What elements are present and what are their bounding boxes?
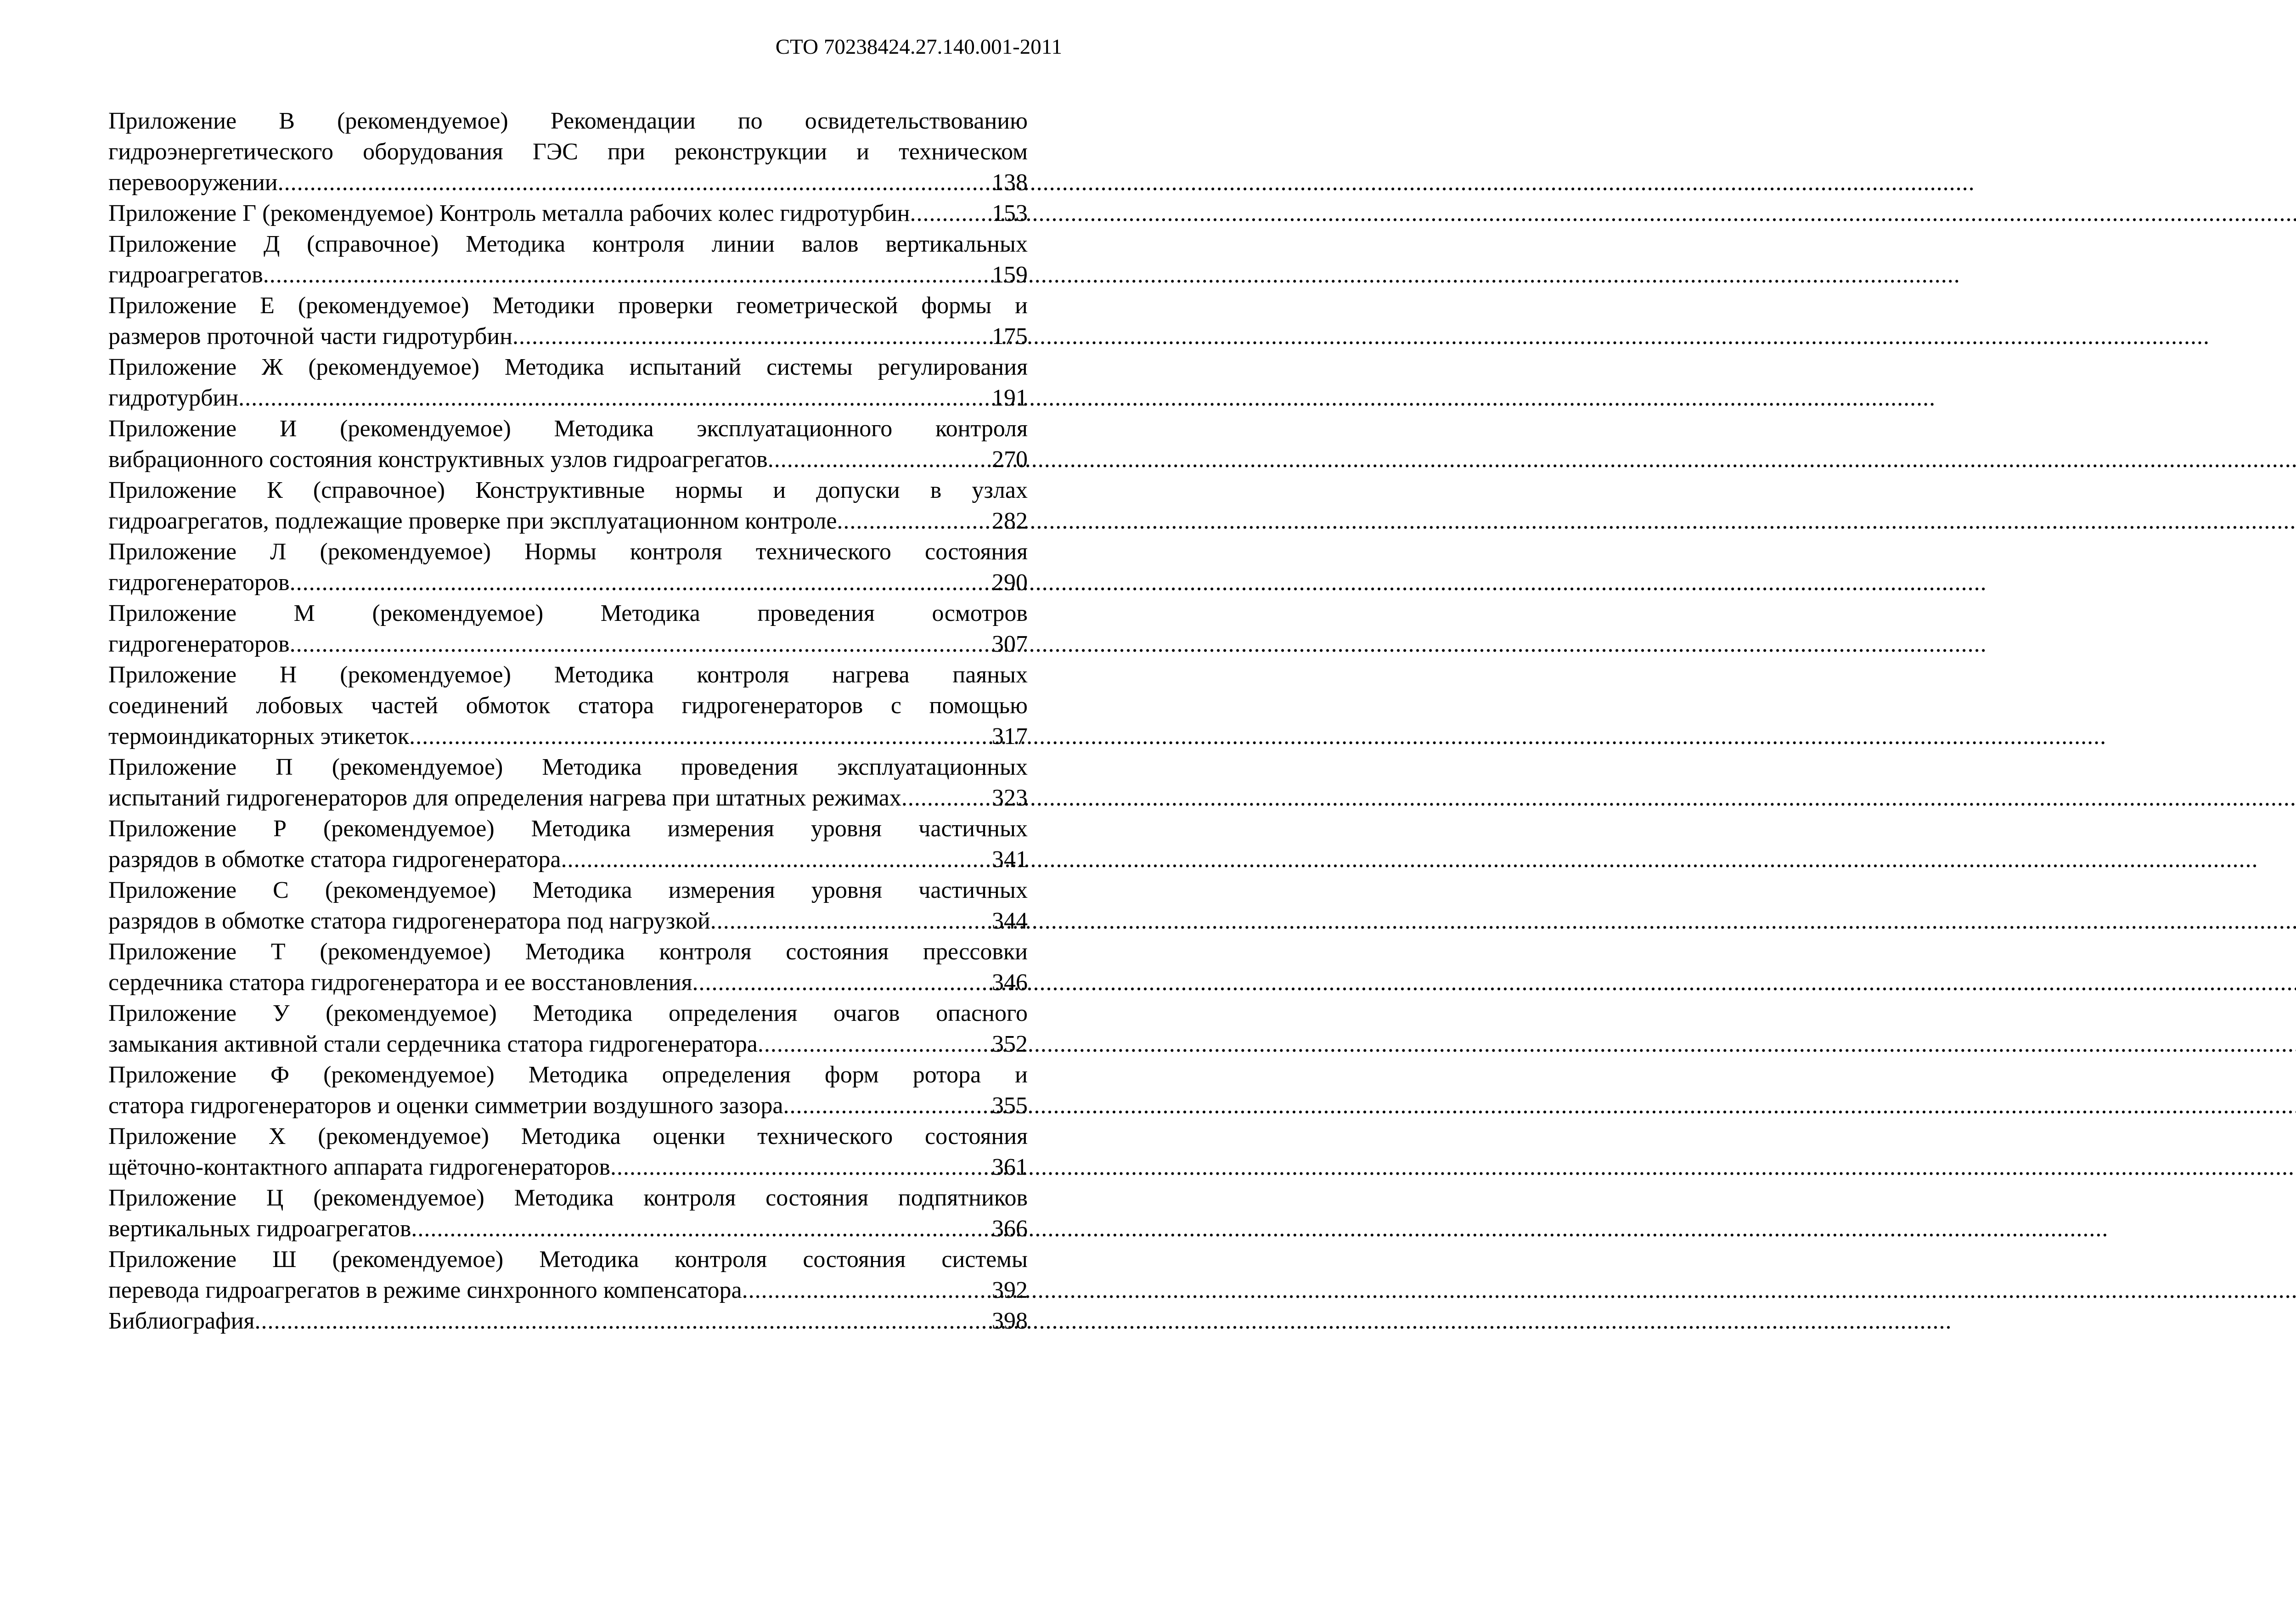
toc-entry-last-line bbox=[108, 167, 1028, 198]
toc-entry-last-line bbox=[108, 321, 1028, 352]
toc-entry[interactable] bbox=[108, 1244, 1028, 1306]
dot-leader bbox=[561, 844, 988, 875]
toc-entry-title-end: испытаний гидрогенераторов для определения нагрева при штатных режимах bbox=[108, 785, 901, 811]
toc-entry-title-end: перевода гидроагрегатов в режиме синхронного компенсатора bbox=[108, 1277, 742, 1303]
document-page bbox=[0, 0, 1139, 1611]
toc-entry-last-line bbox=[108, 629, 1028, 659]
toc-entry-title-line: Приложение У (рекомендуемое) Методика определения очагов опасного bbox=[108, 1000, 1028, 1026]
toc-page-number: 282 bbox=[992, 508, 1028, 534]
toc-entry[interactable] bbox=[108, 1121, 1028, 1183]
toc-page-number: 366 bbox=[992, 1216, 1028, 1242]
toc-entry[interactable] bbox=[108, 290, 1028, 352]
toc-entry-title-line: Приложение Н (рекомендуемое) Методика контроля нагрева паяных bbox=[108, 662, 1028, 688]
dot-leader bbox=[901, 783, 988, 813]
dot-leader bbox=[910, 198, 988, 229]
toc-entry-last-line bbox=[108, 383, 1028, 413]
toc-entry-title-end: разрядов в обмотке статора гидрогенератора под нагрузкой bbox=[108, 908, 710, 934]
dot-leader bbox=[263, 259, 988, 290]
toc-entry-title-line: соединений лобовых частей обмоток статора гидрогенераторов с помощью bbox=[108, 693, 1028, 719]
dot-leader bbox=[238, 383, 988, 413]
toc-page-number: 191 bbox=[992, 385, 1028, 411]
toc-entry[interactable] bbox=[108, 475, 1028, 536]
toc-entry-last-line bbox=[108, 444, 1028, 475]
toc-entry[interactable] bbox=[108, 536, 1028, 598]
toc-entry-last-line bbox=[108, 906, 1028, 936]
dot-leader bbox=[758, 1029, 988, 1059]
dot-leader bbox=[411, 1213, 988, 1244]
dot-leader bbox=[610, 1152, 988, 1183]
toc-entry-title-end: Приложение Г (рекомендуемое) Контроль металла рабочих колес гидротурбин bbox=[108, 200, 910, 226]
toc-page-number: 159 bbox=[992, 262, 1028, 288]
toc-entry-title-line: Приложение Р (рекомендуемое) Методика измерения уровня частичных bbox=[108, 816, 1028, 842]
toc-entry-last-line bbox=[108, 967, 1028, 998]
toc-entry-title-end: вертикальных гидроагрегатов bbox=[108, 1216, 411, 1242]
toc-page-number: 355 bbox=[992, 1093, 1028, 1119]
toc-entry[interactable] bbox=[108, 1183, 1028, 1244]
toc-page-number: 270 bbox=[992, 446, 1028, 473]
toc-entry-title-line: Приложение Ш (рекомендуемое) Методика контроля состояния системы bbox=[108, 1246, 1028, 1273]
table-of-contents bbox=[108, 106, 1028, 1336]
toc-entry-title-end: сердечника статора гидрогенератора и ее восстановления bbox=[108, 969, 692, 996]
toc-page-number: 344 bbox=[992, 908, 1028, 934]
toc-entry[interactable] bbox=[108, 413, 1028, 475]
dot-leader bbox=[710, 906, 988, 936]
toc-entry-title-end: перевооружении bbox=[108, 169, 278, 196]
toc-entry-last-line bbox=[108, 1275, 1028, 1306]
toc-page-number: 352 bbox=[992, 1031, 1028, 1057]
toc-entry-title-line: Приложение Ф (рекомендуемое) Методика определения форм ротора и bbox=[108, 1062, 1028, 1088]
toc-entry[interactable] bbox=[108, 598, 1028, 659]
toc-entry-title-line: Приложение М (рекомендуемое) Методика проведения осмотров bbox=[108, 600, 1028, 626]
toc-entry-last-line bbox=[108, 1306, 1028, 1336]
toc-page-number: 138 bbox=[992, 169, 1028, 196]
toc-entry-title-line: Приложение Т (рекомендуемое) Методика контроля состояния прессовки bbox=[108, 939, 1028, 965]
toc-entry[interactable] bbox=[108, 813, 1028, 875]
toc-entry-last-line bbox=[108, 844, 1028, 875]
toc-page-number: 153 bbox=[992, 200, 1028, 226]
toc-entry-title-line: Приложение Х (рекомендуемое) Методика оценки технического состояния bbox=[108, 1123, 1028, 1149]
toc-entry[interactable] bbox=[108, 875, 1028, 936]
toc-entry-title-line: Приложение Ц (рекомендуемое) Методика контроля состояния подпятников bbox=[108, 1185, 1028, 1211]
toc-page-number: 323 bbox=[992, 785, 1028, 811]
toc-page-number: 341 bbox=[992, 846, 1028, 873]
toc-entry-title-end: размеров проточной части гидротурбин bbox=[108, 323, 513, 349]
toc-entry-last-line bbox=[108, 1213, 1028, 1244]
toc-entry-title-end: гидроагрегатов, подлежащие проверке при эксплуатационном контроле bbox=[108, 508, 837, 534]
toc-entry-last-line bbox=[108, 783, 1028, 813]
toc-entry-title-end: статора гидрогенераторов и оценки симметрии воздушного зазора bbox=[108, 1093, 783, 1119]
dot-leader bbox=[278, 167, 988, 198]
toc-entry-title-line: Приложение Л (рекомендуемое) Нормы контроля технического состояния bbox=[108, 539, 1028, 565]
toc-entry-title-line: гидроэнергетического оборудования ГЭС при реконструкции и техническом bbox=[108, 139, 1028, 165]
toc-entry-title-end: гидроагрегатов bbox=[108, 262, 263, 288]
toc-entry-last-line bbox=[108, 1029, 1028, 1059]
toc-entry[interactable] bbox=[108, 1306, 1028, 1336]
toc-page-number: 346 bbox=[992, 969, 1028, 996]
dot-leader bbox=[254, 1306, 988, 1336]
dot-leader bbox=[290, 629, 988, 659]
toc-entry-last-line bbox=[108, 1090, 1028, 1121]
toc-entry-last-line bbox=[108, 506, 1028, 536]
toc-entry[interactable] bbox=[108, 1059, 1028, 1121]
toc-entry-title-end: щёточно-контактного аппарата гидрогенераторов bbox=[108, 1154, 611, 1180]
toc-entry-last-line bbox=[108, 721, 1028, 752]
toc-entry-title-line: Приложение Е (рекомендуемое) Методики проверки геометрической формы и bbox=[108, 293, 1028, 319]
toc-entry-title-end: гидрогенераторов bbox=[108, 569, 290, 596]
dot-leader bbox=[837, 506, 988, 536]
dot-leader bbox=[512, 321, 988, 352]
toc-entry-last-line bbox=[108, 259, 1028, 290]
toc-entry-title-end: термоиндикаторных этикеток bbox=[108, 723, 410, 749]
dot-leader bbox=[409, 721, 988, 752]
toc-entry-title-line: Приложение В (рекомендуемое) Рекомендации по освидетельствованию bbox=[108, 108, 1028, 134]
toc-page-number: 392 bbox=[992, 1277, 1028, 1303]
toc-entry[interactable] bbox=[108, 229, 1028, 290]
document-code-header: СТО 70238424.27.140.001-2011 bbox=[775, 35, 1062, 59]
toc-entry[interactable] bbox=[108, 998, 1028, 1059]
toc-page-number: 398 bbox=[992, 1308, 1028, 1334]
toc-page-number: 307 bbox=[992, 631, 1028, 657]
toc-page-number: 361 bbox=[992, 1154, 1028, 1180]
toc-entry-title-end: гидротурбин bbox=[108, 385, 239, 411]
toc-entry-title-end: гидрогенераторов bbox=[108, 631, 290, 657]
toc-entry-title-end: замыкания активной стали сердечника статора гидрогенератора bbox=[108, 1031, 758, 1057]
dot-leader bbox=[768, 444, 988, 475]
toc-page-number: 290 bbox=[992, 569, 1028, 596]
dot-leader bbox=[742, 1275, 988, 1306]
dot-leader bbox=[290, 567, 988, 598]
toc-entry-title-end: вибрационного состояния конструктивных узлов гидроагрегатов bbox=[108, 446, 768, 473]
toc-entry-title-end: Библиография bbox=[108, 1308, 255, 1334]
toc-entry[interactable] bbox=[108, 352, 1028, 413]
toc-entry-title-line: Приложение С (рекомендуемое) Методика измерения уровня частичных bbox=[108, 877, 1028, 903]
toc-entry[interactable] bbox=[108, 936, 1028, 998]
toc-page-number: 175 bbox=[992, 323, 1028, 349]
toc-entry[interactable] bbox=[108, 106, 1028, 198]
dot-leader bbox=[783, 1090, 988, 1121]
toc-entry-title-line: Приложение Д (справочное) Методика контроля линии валов вертикальных bbox=[108, 231, 1028, 257]
toc-entry[interactable] bbox=[108, 198, 1028, 229]
toc-entry-title-end: разрядов в обмотке статора гидрогенератора bbox=[108, 846, 561, 873]
toc-entry[interactable] bbox=[108, 659, 1028, 752]
toc-entry[interactable] bbox=[108, 752, 1028, 813]
toc-entry-title-line: Приложение К (справочное) Конструктивные нормы и допуски в узлах bbox=[108, 477, 1028, 503]
toc-entry-title-line: Приложение И (рекомендуемое) Методика эксплуатационного контроля bbox=[108, 416, 1028, 442]
toc-entry-title-line: Приложение П (рекомендуемое) Методика проведения эксплуатационных bbox=[108, 754, 1028, 780]
toc-entry-last-line bbox=[108, 1152, 1028, 1183]
toc-page-number: 317 bbox=[992, 723, 1028, 749]
toc-entry-last-line bbox=[108, 198, 1028, 229]
toc-entry-title-line: Приложение Ж (рекомендуемое) Методика испытаний системы регулирования bbox=[108, 354, 1028, 380]
toc-entry-last-line bbox=[108, 567, 1028, 598]
dot-leader bbox=[692, 967, 989, 998]
